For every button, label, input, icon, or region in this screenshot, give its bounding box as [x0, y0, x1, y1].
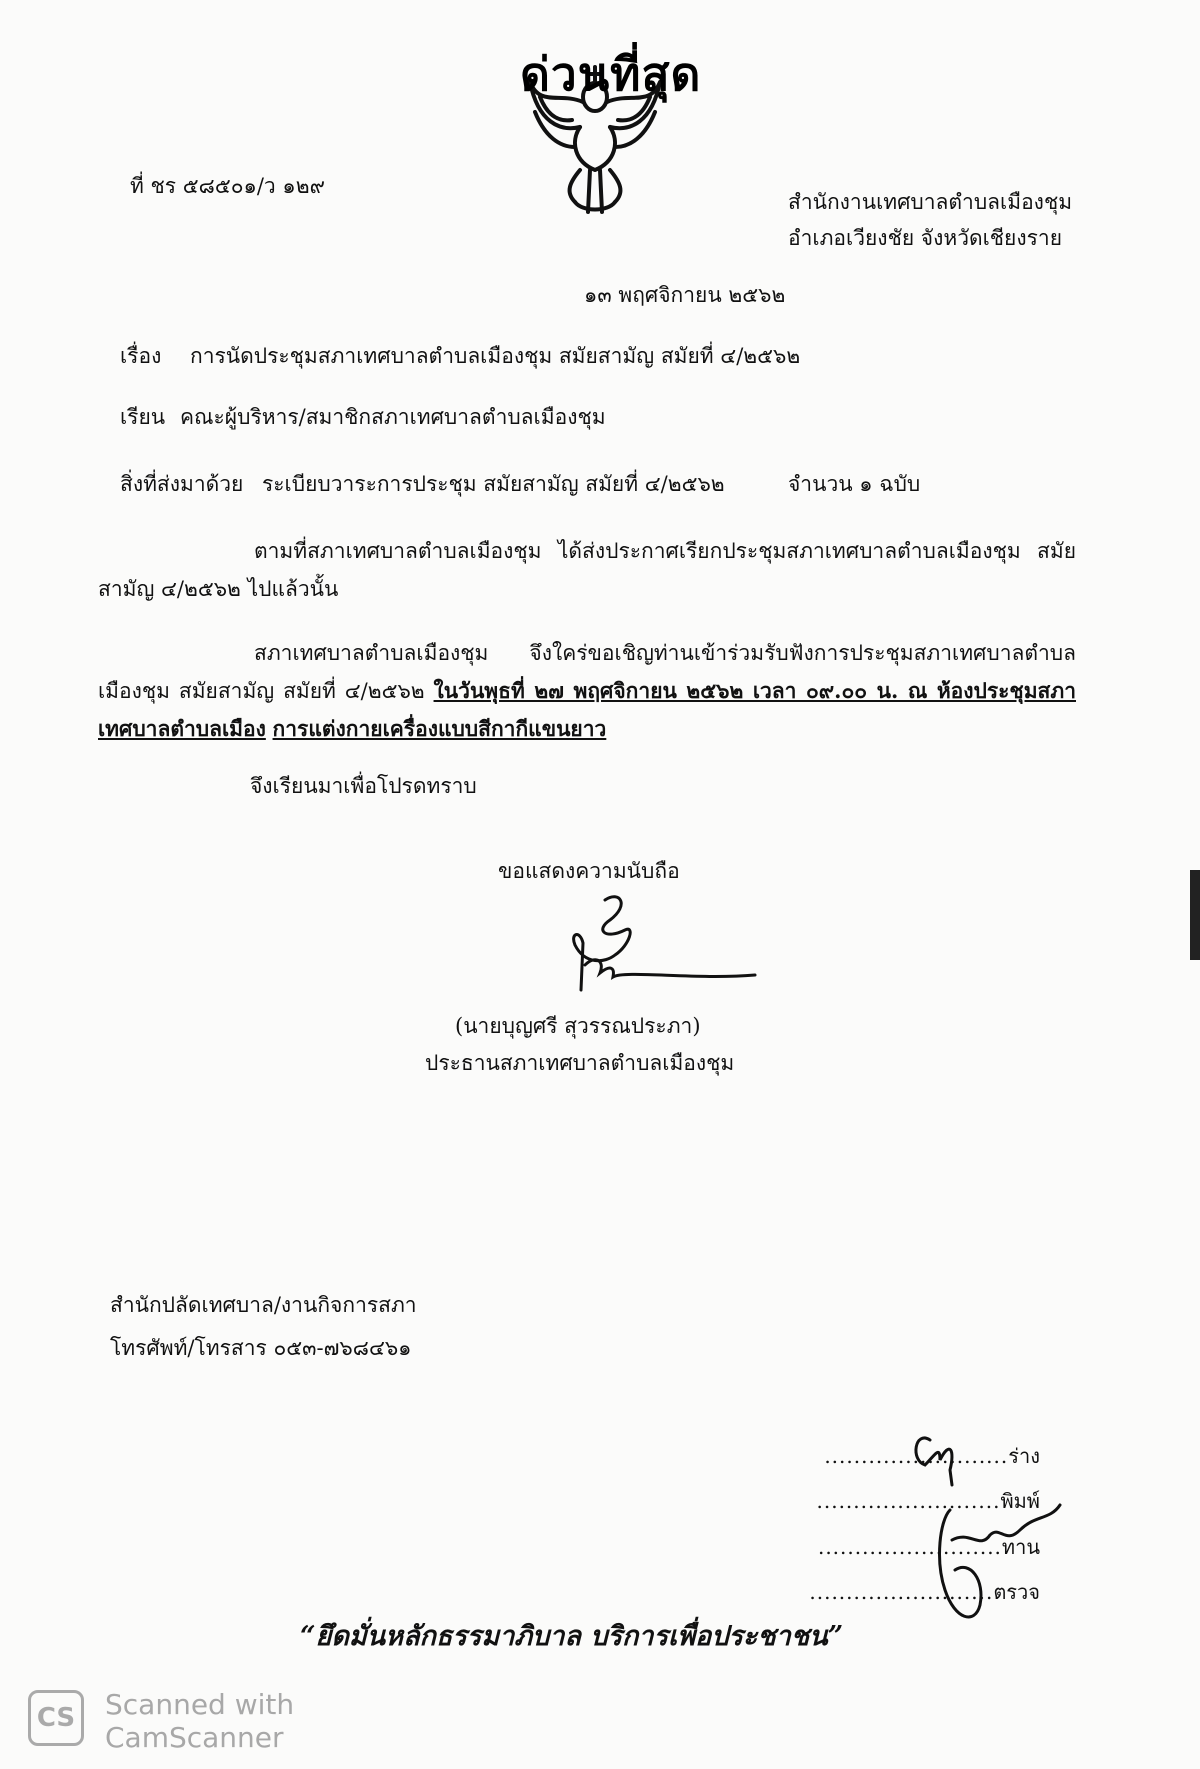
signer-name: (นายบุญศรี สุวรรณประภา)	[455, 1014, 701, 1038]
enclosure-label: สิ่งที่ส่งมาด้วย	[120, 472, 244, 496]
subject-text: การนัดประชุมสภาเทศบาลตำบลเมืองชุม สมัยสามัญ สมัยที่ ๔/๒๕๖๒	[190, 344, 801, 368]
letter-date: ๑๓ พฤศจิกายน ๒๕๖๒	[584, 283, 786, 307]
checklist-label: ร่าง	[1008, 1444, 1040, 1468]
reference-number: ที่ ชร ๕๘๕๐๑/ว ๑๒๙	[130, 174, 325, 198]
footer-phone: โทรศัพท์/โทรสาร ๐๕๓-๗๖๘๔๖๑	[110, 1336, 412, 1360]
initials-icon	[880, 1410, 1080, 1640]
sender-office: สำนักงานเทศบาลตำบลเมืองชุม	[788, 190, 1073, 214]
checklist-item: .........................ตรวจ	[809, 1580, 1040, 1604]
checklist-item: .........................ทาน	[817, 1535, 1040, 1559]
recipient-text: คณะผู้บริหาร/สมาชิกสภาเทศบาลตำบลเมืองชุม	[180, 405, 606, 429]
subject-label: เรื่อง	[120, 344, 162, 368]
urgent-stamp: ด่วนที่สุด	[520, 47, 702, 101]
meeting-details: ในวันพุธที่ ๒๗ พฤศจิกายน ๒๕๖๒ เวลา ๐๙.๐๐ น. ณ ห้องประชุมสภาเทศบาลตำบลเมือง	[98, 678, 1076, 741]
paragraph-2-intro: สภาเทศบาลตำบลเมืองชุม จึงใคร่ขอเชิญท่านเข้าร่วมรับฟังการประชุมสภาเทศบาลตำบลเมืองชุม สมัยสามัญ สมัยที่ ๔/๒๕๖๒	[98, 641, 1076, 703]
body-paragraph-2	[98, 634, 1076, 748]
enclosure-text: ระเบียบวาระการประชุม สมัยสามัญ สมัยที่ ๔/๒๕๖๒	[262, 472, 725, 496]
dress-code: การแต่งกายเครื่องแบบสีกากีแขนยาว	[272, 716, 607, 741]
camscanner-logo: CS	[28, 1690, 84, 1746]
checklist-label: ตรวจ	[993, 1580, 1040, 1604]
signer-position: ประธานสภาเทศบาลตำบลเมืองชุม	[425, 1051, 735, 1075]
checklist-label: ทาน	[1001, 1535, 1040, 1559]
regards: ขอแสดงความนับถือ	[498, 859, 680, 883]
signature-icon	[535, 885, 765, 1005]
checklist-item: .........................ร่าง	[824, 1444, 1040, 1468]
scanner-watermark: Scanned with CamScanner	[105, 1688, 295, 1754]
footer-department: สำนักปลัดเทศบาล/งานกิจการสภา	[110, 1293, 417, 1317]
checklist-item: .........................พิมพ์	[816, 1489, 1040, 1513]
sender-address: อำเภอเวียงชัย จังหวัดเชียงราย	[788, 226, 1062, 250]
checklist-label: พิมพ์	[1000, 1489, 1040, 1513]
scan-edge-mark	[1190, 870, 1200, 960]
recipient-label: เรียน	[120, 405, 166, 429]
enclosure-quantity: จำนวน ๑ ฉบับ	[788, 472, 921, 496]
motto: “ยึดมั่นหลักธรรมาภิบาล บริการเพื่อประชาชน”	[300, 1621, 844, 1652]
closing-line: จึงเรียนมาเพื่อโปรดทราบ	[250, 774, 477, 798]
body-paragraph-1: ตามที่สภาเทศบาลตำบลเมืองชุม ได้ส่งประกาศเรียกประชุมสภาเทศบาลตำบลเมืองชุม สมัยสามัญ ๔/๒๕๖๒ ไปแล้วนั้น	[98, 539, 1076, 601]
